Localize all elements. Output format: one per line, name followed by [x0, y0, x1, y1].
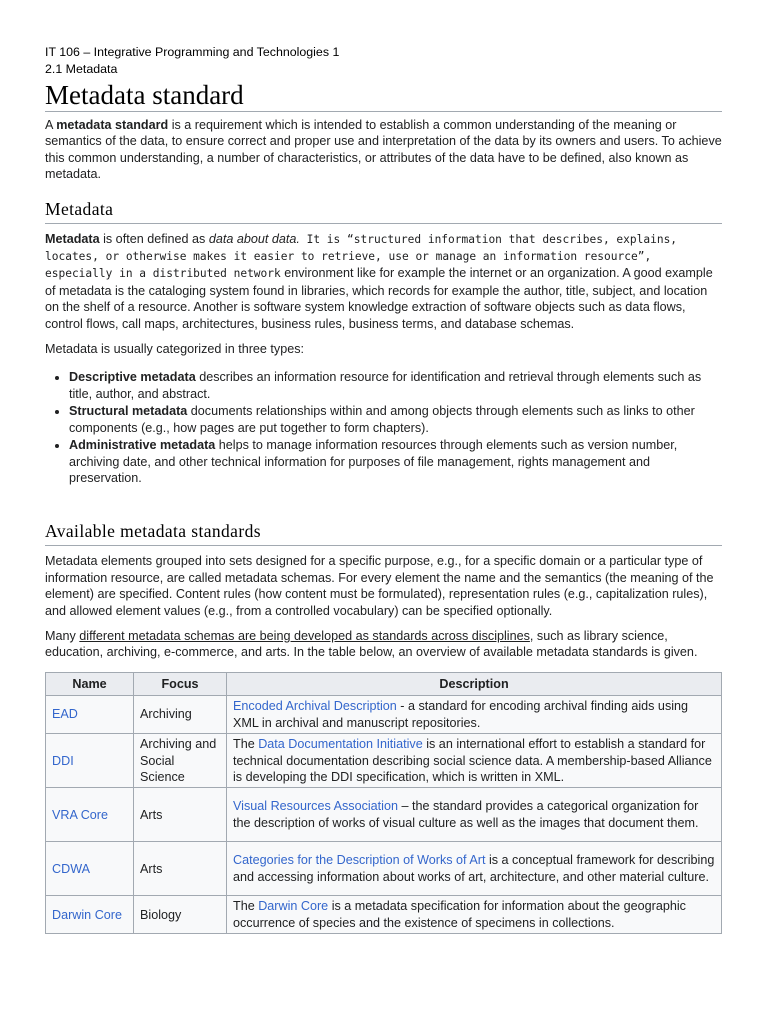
table-row	[46, 696, 722, 734]
standard-description: Categories for the Description of Works of Art is a conceptual framework for describing and accessing information about works of art, architecture, and other material culture.	[227, 842, 722, 896]
list-item: • Structural metadata documents relationships within and among objects through elements such as links to other components (e.g., how pages are put together to form chapters).	[69, 403, 722, 436]
available-standards-heading: Available metadata standards	[45, 520, 722, 546]
standard-focus: Archiving	[134, 696, 227, 734]
standard-description: The Data Documentation Initiative is an international effort to establish a standard for technical documentation describing social science data. A membership-based Alliance is developing the DDI specification, which is written in XML.	[227, 734, 722, 788]
page-title: Metadata standard	[45, 80, 722, 112]
metadata-types-intro: Metadata is usually categorized in three types:	[45, 342, 305, 357]
metadata-standards-table	[45, 672, 722, 935]
intro-paragraph: A metadata standard is a requirement which is intended to establish a common understanding of the meaning or semantics of the data, to ensure correct and proper use and interpretation of the data by its owners and users. To achieve this common understanding, a number of characteristics, or attributes of the data have to be defined, also known as metadata.	[45, 118, 722, 182]
metadata-paragraph: Metadata is often defined as data about data. It is “structured information that describes, explains, locates, or otherwise makes it easier to retrieve, use or manage an information resource”, especially in a distributed network environment like for example the internet or an organization. A good example of metadata is the cataloging system found in libraries, which records for example the author, title, subject, and location on the shelf of a resource. Another is software system knowledge extraction of software objects such as data flows, control flows, call maps, architectures, business rules, business terms, and database schemas.	[45, 231, 713, 331]
disciplines-paragraph: Many different metadata schemas are being developed as standards across disciplines, such as library science, education, archiving, e-commerce, and arts. In the table below, an overview of available metadata standards is given.	[45, 628, 698, 660]
metadata-types-list	[45, 369, 722, 486]
description-link[interactable]: Visual Resources Association	[233, 799, 398, 814]
intro-bold-term: metadata standard	[56, 118, 169, 132]
list-item: • Descriptive metadata describes an information resource for identification and retrieval through elements such as title, author, and abstract.	[69, 369, 722, 402]
standard-description: Visual Resources Association – the standard provides a categorical organization for the description of works of visual culture as well as the images that document them.	[227, 788, 722, 842]
standard-focus: Arts	[134, 788, 227, 842]
table-row	[46, 734, 722, 788]
table-row	[46, 788, 722, 842]
standard-focus: Archiving and Social Science	[134, 734, 227, 788]
standard-focus: Arts	[134, 842, 227, 896]
metadata-schemas-link[interactable]: different metadata schemas are being developed as standards across disciplines	[79, 628, 530, 643]
standard-name-link[interactable]: DDI	[46, 734, 134, 788]
description-link[interactable]: Data Documentation Initiative	[258, 737, 423, 752]
standard-focus: Biology	[134, 896, 227, 934]
standard-name-link[interactable]: Darwin Core	[46, 896, 134, 934]
semantics-link[interactable]: semantics	[45, 134, 102, 149]
column-header-name: Name	[46, 672, 134, 695]
table-row	[46, 896, 722, 934]
standard-name-link[interactable]: EAD	[46, 696, 134, 734]
schemas-paragraph: Metadata elements grouped into sets designed for a specific purpose, e.g., for a specific domain or a particular type of information resource, are called metadata schemas. For every element the name and the semantics (the meaning of the element) are specified. Content rules (how content must be formulated), representation rules (e.g., capitalization rules), and allowed element values (e.g., from a controlled vocabulary) can be specified optionally.	[45, 554, 714, 618]
table-row	[46, 842, 722, 896]
standard-description: The Darwin Core is a metadata specification for information about the geographic occurrence of species and the existence of specimens in collections.	[227, 896, 722, 934]
column-header-focus: Focus	[134, 672, 227, 695]
list-item: • Administrative metadata helps to manage information resources through elements such as version number, archiving date, and other technical information for purposes of file management, rights management and preservation.	[69, 437, 722, 486]
standard-description: Encoded Archival Description - a standard for encoding archival finding aids using XML in archival and manuscript repositories.	[227, 696, 722, 734]
section-number: 2.1 Metadata	[45, 62, 118, 76]
standard-name-link[interactable]: CDWA	[46, 842, 134, 896]
column-header-description: Description	[227, 672, 722, 695]
metadata-heading: Metadata	[45, 198, 722, 224]
description-link[interactable]: Encoded Archival Description	[233, 699, 397, 714]
standard-name-link[interactable]: VRA Core	[46, 788, 134, 842]
description-link[interactable]: Darwin Core	[258, 899, 329, 914]
description-link[interactable]: Categories for the Description of Works of Art	[233, 853, 486, 868]
table-header-row	[46, 672, 722, 695]
course-title: IT 106 – Integrative Programming and Technologies 1	[45, 45, 340, 59]
